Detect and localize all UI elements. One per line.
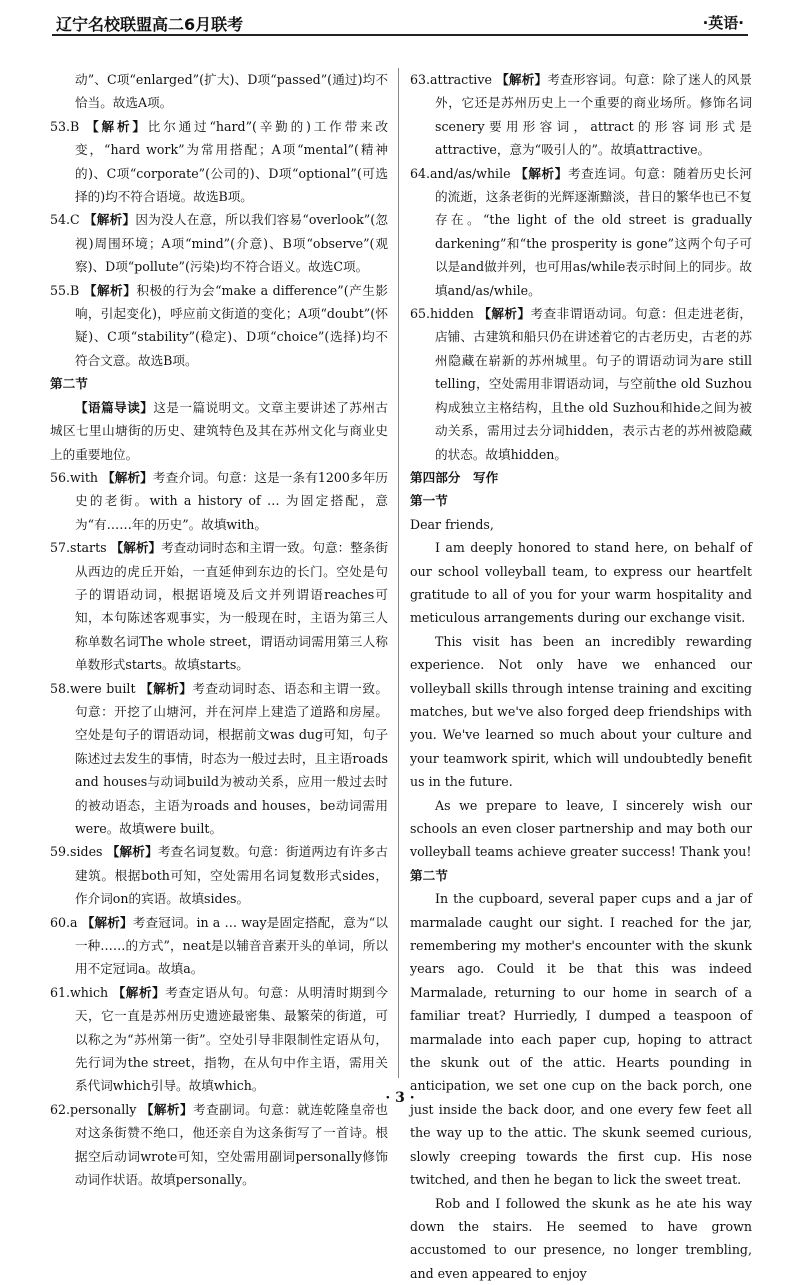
answer-key: 64.and/as/while [410,166,515,181]
answer-key: 54.C [50,212,84,227]
answer-key: 55.B [50,283,84,298]
paragraph [410,536,752,630]
section-heading: 第二节 [410,864,752,887]
explanation-text: 考查副词。句意：就连乾隆皇帝也对这条街赞不绝口，他还亲自为这条街写了一首诗。根据空后动词wrote可知，空处需用副词personally修饰动词作状语。故填personally。 [75,1102,388,1187]
answer-item [410,162,752,302]
answer-key: 57.starts [50,540,111,555]
answer-item [410,302,752,466]
analysis-tag: 【解析】 [111,540,161,555]
paragraph-text: I am deeply honored to stand here, on behalf of our school volleyball team, to express our heartfelt gratitude to all of you for your warm hospitality and meticulous arrangements during our exchange visit. [410,540,752,625]
answer-item [50,911,388,981]
answer-key: 62.personally [50,1102,141,1117]
paragraph [410,630,752,794]
explanation-text: 考查定语从句。句意：从明清时期到今天，它一直是苏州历史遗迹最密集、最繁荣的街道，可以称之为“苏州第一街”。空处引导非限制性定语从句，先行词为the street，指物，在从句中作主语，需用关系代词which引导。故填which。 [75,985,388,1094]
analysis-tag: 【解析】 [515,166,568,181]
paragraph [50,396,388,466]
answer-item [50,115,388,209]
answer-key: 61.which [50,985,113,1000]
explanation-text: 考查动词时态、语态和主谓一致。句意：开挖了山塘河，并在河岸上建造了道路和房屋。空处是句子的谓语动词，根据前文was dug可知，句子陈述过去发生的事情，时态为一般过去时，且主语roads and houses与动词build为被动关系，应用一般过去时的被动语态，主语为roads and houses，be动词需用were。故填were built。 [75,681,388,836]
answer-item [50,279,388,373]
answer-key: 53.B [50,119,86,134]
answer-key: 65.hidden [410,306,478,321]
page-number: · 3 · [0,1090,800,1106]
section-heading: 第二节 [50,372,388,395]
paragraph [410,1192,752,1285]
analysis-tag: 【解析】 [113,985,166,1000]
section-heading: 第一节 [410,489,752,512]
page-header [52,8,748,36]
paragraph [410,794,752,864]
paragraph [410,887,752,1191]
explanation-text: 考查名词复数。句意：街道两边有许多古建筑。根据both可知，空处需用名词复数形式sides，作介词on的宾语。故填sides。 [75,844,388,906]
answer-key: 56.with [50,470,102,485]
answer-item [50,1098,388,1192]
answer-item [50,536,388,676]
analysis-tag: 【解析】 [102,470,153,485]
answer-item [50,466,388,536]
explanation-text: 积极的行为会“make a difference”(产生影响，引起变化)，呼应前文街道的变化；A项“doubt”(怀疑)、C项“stability”(稳定)、D项“choice”(选择)均不符合文意。故选B项。 [75,283,388,368]
subject-label: ·英语· [703,12,744,33]
exam-title: 辽宁名校联盟高二6月联考 [56,12,243,35]
analysis-tag: 【解析】 [84,212,135,227]
analysis-tag: 【解析】 [140,681,192,696]
explanation-text: 因为没人在意，所以我们容易“overlook”(忽视)周围环境；A项“mind”(介意)、B项“observe”(观察)、D项“pollute”(污染)均不符合语义。故选C项。 [75,212,388,274]
paragraph-text: In the cupboard, several paper cups and a jar of marmalade caught our sight. I reached for the jar, remembering my mother's encounter with the skunk years ago. Could it be that this was indeed Marmalade, returning to our home in search of a familiar treat? Hurriedly, I dumped a teaspoon of marmalade into each paper cup, hoping to attract the skunk out of the attic. Hearts pounding in anticipation, we set one cup on the back porch, one just inside the back door, and one every few feet all the way up to the attic. The skunk seemed curious, slowly creeping towards the first cup. His nose twitched, and then he began to lick the sweet treat. [410,891,752,1187]
answer-key: 60.a [50,915,82,930]
analysis-tag: 【解析】 [84,283,137,298]
analysis-tag: 【解析】 [82,915,133,930]
answer-key: 63.attractive [410,72,496,87]
paragraph-text: As we prepare to leave, I sincerely wish our schools an even closer partnership and may both our volleyball teams achieve greater success! Thank you! [410,798,752,860]
paragraph-text: 这是一篇说明文。文章主要讲述了苏州古城区七里山塘街的历史、建筑特色及其在苏州文化与商业史上的重要地位。 [50,400,388,462]
answer-key: 58.were built [50,681,140,696]
salutation: Dear friends, [410,513,752,536]
guide-tag: 【语篇导读】 [75,400,153,415]
explanation-text: 考查冠词。in a … way是固定搭配，意为“以一种……的方式”，neat是以辅音音素开头的单词，所以用不定冠词a。故填a。 [75,915,388,977]
column-divider [398,68,399,1078]
continued-text: 动”、C项“enlarged”(扩大)、D项“passed”(通过)均不恰当。故选A项。 [50,68,388,115]
answer-item [50,840,388,910]
explanation-text: 比尔通过“hard”(辛勤的)工作带来改变，“hard work”为常用搭配；A项“mental”(精神的)、C项“corporate”(公司的)、D项“optional”(可选择的)均不符合语境。故选B项。 [75,119,388,204]
answer-item [50,208,388,278]
analysis-tag: 【解析】 [86,119,148,134]
section-heading: 第四部分 写作 [410,466,752,489]
explanation-text: 考查动词时态和主谓一致。句意：整条街从西边的虎丘开始，一直延伸到东边的长门。空处是句子的谓语动词，根据语境及后文并列谓语reaches可知，本句陈述客观事实，为一般现在时，主语为第三人称单数名词The whole street，谓语动词需用第三人称单数形式starts。故填starts。 [75,540,388,672]
analysis-tag: 【解析】 [496,72,547,87]
explanation-text: 考查连词。句意：随着历史长河的流逝，这条老街的光辉逐渐黯淡，昔日的繁华也已不复存在。“the light of the old street is gradually darkening”和“the prosperity is gone”这两个句子可以是and做并列，也可用as/while表示时间上的同步。故填and/as/while。 [435,166,752,298]
analysis-tag: 【解析】 [107,844,158,859]
answer-key: 59.sides [50,844,107,859]
analysis-tag: 【解析】 [478,306,530,321]
explanation-text: 考查非谓语动词。句意：但走进老街，店铺、古建筑和船只仍在讲述着它的古老历史，古老的苏州隐藏在崭新的苏州城里。句子的谓语动词为are still telling，空处需用非谓语动词，与空前the old Suzhou构成独立主格结构，且the old Suzhou和hide之间为被动关系，需用过去分词hidden，表示古老的苏州被隐藏的状态。故填hidden。 [435,306,752,461]
explanation-text: 考查形容词。句意：除了迷人的风景外，它还是苏州历史上一个重要的商业场所。修饰名词scenery要用形容词，attract的形容词形式是attractive，意为“吸引人的”。故填attractive。 [435,72,752,157]
answer-item [410,68,752,162]
left-column [50,68,388,1192]
explanation-text: 考查介词。句意：这是一条有1200多年历史的老街。with a history of … 为固定搭配，意为“有……年的历史”。故填with。 [75,470,388,532]
analysis-tag: 【解析】 [141,1102,193,1117]
paragraph-text: This visit has been an incredibly rewarding experience. Not only have we enhanced our volleyball skills through intense training and exciting matches, but we've also forged deep friendships with you. We've learned so much about your culture and your teamwork spirit, which will undoubtedly benefit us in the future. [410,634,752,789]
answer-item [50,677,388,841]
paragraph-text: Rob and I followed the skunk as he ate his way down the stairs. He seemed to have grown accustomed to our presence, no longer trembling, and even appeared to enjoy [410,1196,752,1281]
answer-item [50,981,388,1098]
